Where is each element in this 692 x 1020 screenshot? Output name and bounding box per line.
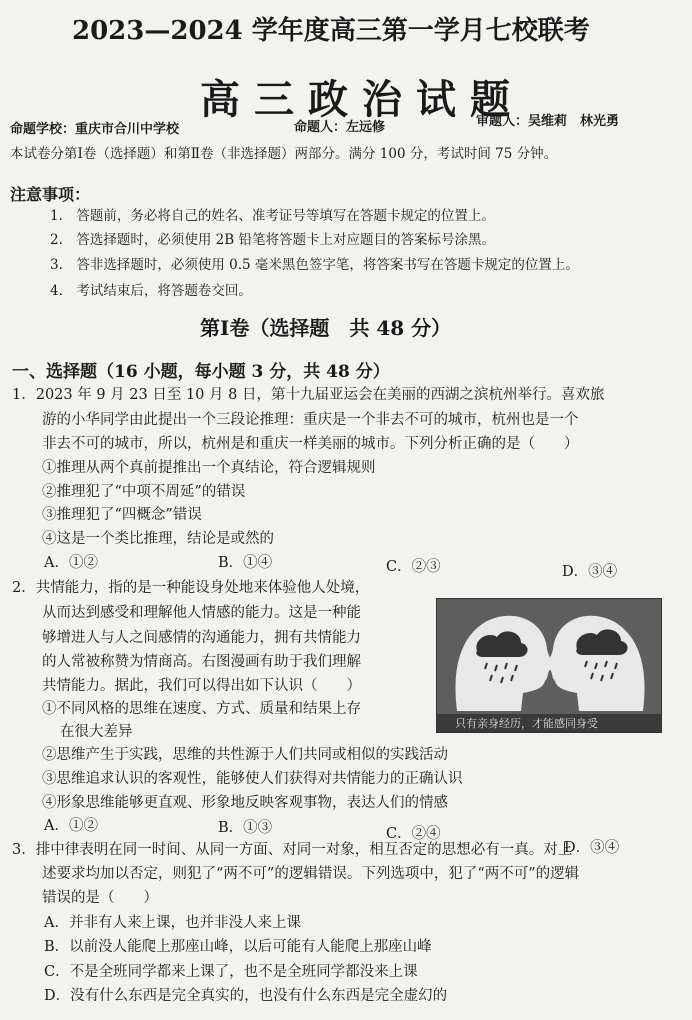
note-item: 2. 答选择题时，必须使用 2B 铅笔将答题卡上对应题目的答案标号涂黑。 (50, 232, 495, 248)
question-2-statement: ②思维产生于实践，思维的共性源于人们共同或相似的实践活动 (42, 747, 448, 763)
note-item: 3. 答非选择题时，必须使用 0.5 毫米黑色签字笔，将答案书写在答题卡规定的位置上。 (50, 257, 579, 273)
question-3-line: 述要求均加以否定，则犯了“两不可”的逻辑错误。下列选项中，犯了“两不可”的逻辑 (42, 866, 580, 882)
section-title: 第Ⅰ卷（选择题 共 48 分） (200, 316, 452, 340)
question-3-line: 错误的是（ ） (42, 890, 158, 906)
question-3-option-c: C．不是全班同学都来上课了，也不是全班同学都没来上课 (44, 964, 418, 980)
question-2-line: 2．共情能力，指的是一种能设身处地来体验他人处境， (12, 580, 370, 596)
question-2-line: 共情能力。据此，我们可以得出如下认识（ ） (42, 678, 361, 694)
question-2-line: 从而达到感受和理解他人情感的能力。这是一种能 (42, 605, 361, 621)
question-1-statement: ①推理从两个真前提推出一个真结论，符合逻辑规则 (42, 460, 376, 476)
question-2-line: 的人常被称赞为情商高。右图漫画有助于我们理解 (42, 654, 361, 670)
question-3-line: 3．排中律表明在同一时间、从同一方面、对同一对象，相互否定的思想必有一真。对上 (12, 842, 573, 858)
question-3-option-d: D．没有什么东西是完全真实的，也没有什么东西是完全虚幻的 (44, 988, 448, 1004)
comic-caption-bar (437, 714, 661, 732)
question-3-option-b: B．以前没人能爬上那座山峰，以后可能有人能爬上那座山峰 (44, 939, 432, 955)
question-2-option-b: B．①③ (218, 820, 273, 836)
notes-heading: 注意事项： (10, 185, 91, 204)
question-2-statement: ①不同风格的思维在速度、方式、质量和结果上存 (42, 701, 361, 717)
question-1-statement: ④这是一个类比推理，结论是或然的 (42, 531, 274, 547)
question-1-option-a: A．①② (44, 555, 98, 571)
setter-school: 命题学校：重庆市合川中学校 (10, 122, 180, 137)
question-1-line: 非去不可的城市，所以，杭州是和重庆一样美丽的城市。下列分析正确的是（ ） (42, 436, 579, 452)
question-2-line: 够增进人与人之间感情的沟通能力，拥有共情能力 (42, 630, 361, 646)
question-3-option-a: A．并非有人来上课，也并非没人来上课 (44, 915, 301, 931)
exam-intro: 本试卷分第Ⅰ卷（选择题）和第Ⅱ卷（非选择题）两部分。满分 100 分，考试时间 75 分钟。 (10, 146, 558, 162)
part-title: 一、选择题（16 小题，每小题 3 分，共 48 分） (12, 362, 390, 382)
note-item: 4. 考试结束后，将答题卷交回。 (50, 283, 252, 299)
question-1-line: 1．2023 年 9 月 23 日至 10 月 8 日，第十九届亚运会在美丽的西湖之滨杭州举行。喜欢旅 (12, 387, 605, 403)
question-1-option-b: B．①④ (218, 555, 273, 571)
question-1-statement: ②推理犯了“中项不周延”的错误 (42, 484, 246, 500)
comic-caption: 只有亲身经历，才能感同身受 (455, 717, 598, 730)
comic-drawing (437, 599, 661, 732)
empathy-comic-image (436, 598, 662, 733)
question-2-statement: 在很大差异 (60, 724, 133, 740)
question-2-option-d: D．③④ (564, 840, 620, 856)
question-2-option-a: A．①② (44, 818, 98, 834)
question-1-option-d: D．③④ (562, 564, 618, 580)
question-setter: 命题人：左远修 (294, 120, 386, 135)
question-2-statement: ③思维追求认识的客观性，能够使人们获得对共情能力的正确认识 (42, 771, 463, 787)
question-1-option-c: C．②③ (386, 559, 441, 575)
question-2-option-c: C．②④ (386, 826, 441, 842)
reviewers: 审题人：吴维莉 林光勇 (476, 114, 620, 129)
question-2-statement: ④形象思维能够更直观、形象地反映客观事物，表达人们的情感 (42, 795, 448, 811)
exam-title: 高三政治试题 (200, 76, 524, 123)
question-1-statement: ③推理犯了“四概念”错误 (42, 507, 202, 523)
note-item: 1. 答题前，务必将自己的姓名、准考证号等填写在答题卡规定的位置上。 (50, 208, 495, 224)
question-1-line: 游的小华同学由此提出一个三段论推理：重庆是一个非去不可的城市，杭州也是一个 (42, 412, 579, 428)
exam-header: 2023—2024 学年度高三第一学月七校联考 (72, 16, 590, 46)
